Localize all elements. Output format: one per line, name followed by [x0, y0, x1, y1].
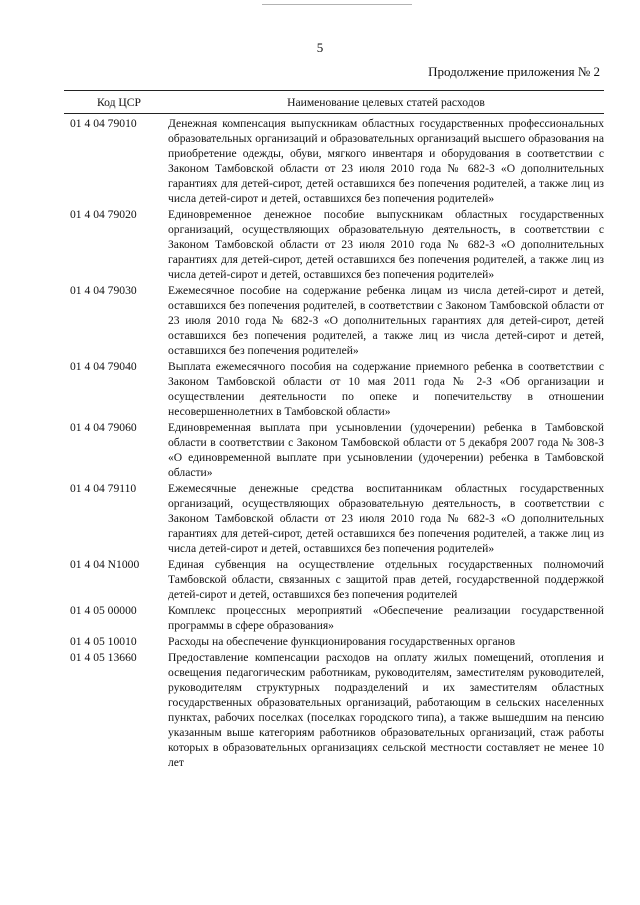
row-name: Ежемесячное пособие на содержание ребенка лицам из числа детей-сирот и детей, оставшихся без попечения родителей, в соответствии с Законом Тамбовской области от 23 июля 2010 года № 682-З «О дополнительных гарантиях для детей-сирот, детей оставшихся без попечения родителей, а также лиц из числа детей-сирот и детей, оставшихся без попечения родителей» [168, 284, 604, 357]
row-code: 01 4 04 79010 [70, 117, 137, 130]
table-row [64, 359, 604, 419]
row-name: Денежная компенсация выпускникам областных государственных профессиональных образовательных организаций и образовательных организаций высшего образования на приобретение одежды, обуви, мягкого инвентаря и оборудования в соответствии с Законом Тамбовской области от 23 июля 2010 года № 682-З «О дополнительных гарантиях для детей-сирот, детей оставшихся без попечения родителей, а также лиц из числа детей-сирот и детей, оставшихся без попечения родителей» [168, 117, 604, 205]
row-name: Расходы на обеспечение функционирования государственных органов [168, 635, 516, 648]
row-name: Выплата ежемесячного пособия на содержание приемного ребенка в соответствии с Законом Тамбовской области от 10 мая 2011 года № 2-З «Об организации и осуществлении деятельности по опеке и попечительству в отношении несовершеннолетних в Тамбовской области» [168, 360, 604, 418]
table-row [64, 650, 604, 770]
row-code: 01 4 04 79040 [70, 360, 137, 373]
page-number: 5 [316, 40, 324, 55]
row-code: 01 4 04 79110 [70, 482, 137, 495]
table-row [64, 557, 604, 602]
table-row [64, 634, 604, 649]
continuation-note: Продолжение приложения № 2 [428, 64, 600, 79]
row-name: Единовременная выплата при усыновлении (удочерении) ребенка в Тамбовской области в соответствии с Законом Тамбовской области от 5 декабря 2007 года № 308-З «О единовременной выплате при усыновлении (удочерении) ребенка в Тамбовской области» [168, 421, 604, 479]
header-code: Код ЦСР [97, 95, 141, 109]
table-row [64, 603, 604, 633]
header-name: Наименование целевых статей расходов [287, 95, 485, 109]
table-body [64, 114, 604, 770]
row-name: Единовременное денежное пособие выпускникам областных государственных организаций, осуществляющих образовательную деятельность, в соответствии с Законом Тамбовской области от 23 июля 2010 года № 682-З «О дополнительных гарантиях для детей-сирот, детей оставшихся без попечения родителей, а также лиц из числа детей-сирот и детей, оставшихся без попечения родителей» [168, 208, 604, 281]
row-code: 01 4 04 N1000 [70, 558, 140, 571]
table-row [64, 207, 604, 282]
row-code: 01 4 04 79060 [70, 421, 137, 434]
row-name: Ежемесячные денежные средства воспитанникам областных государственных организаций, осуществляющих образовательную деятельность, в соответствии с Законом Тамбовской области от 23 июля 2010 года № 682-З «О дополнительных гарантиях для детей-сирот, детей оставшихся без попечения родителей, а также лиц из числа детей-сирот и детей, оставшихся без попечения родителей» [168, 482, 604, 555]
row-code: 01 4 05 00000 [70, 604, 137, 617]
table-row [64, 481, 604, 556]
row-code: 01 4 05 10010 [70, 635, 137, 648]
table-header [64, 90, 604, 114]
scan-artifact-line [262, 4, 412, 5]
row-name: Предоставление компенсации расходов на оплату жилых помещений, отопления и освещения педагогическим работникам, руководителям, заместителям руководителей, руководителям структурных подразделений и их заместителям областных государственных образовательных организаций, работающим в сельских населенных пунктах, рабочих поселках (поселках городского типа), а также вышедшим на пенсию указанным выше категориям работников образовательных организаций, стаж работы которых в образовательных организациях сельской местности составляет не менее 10 лет [168, 651, 604, 769]
row-name: Комплекс процессных мероприятий «Обеспечение реализации государственной программы в сфере образования» [168, 604, 604, 632]
expense-items-table [64, 90, 604, 771]
table-row [64, 420, 604, 480]
table-row [64, 283, 604, 358]
table-row [64, 116, 604, 206]
row-code: 01 4 05 13660 [70, 651, 137, 664]
row-name: Единая субвенция на осуществление отдельных государственных полномочий Тамбовской области, связанных с защитой прав детей, государственной поддержкой детей-сирот и детей, оставшихся без попечения родителей [168, 558, 604, 601]
row-code: 01 4 04 79020 [70, 208, 137, 221]
row-code: 01 4 04 79030 [70, 284, 137, 297]
